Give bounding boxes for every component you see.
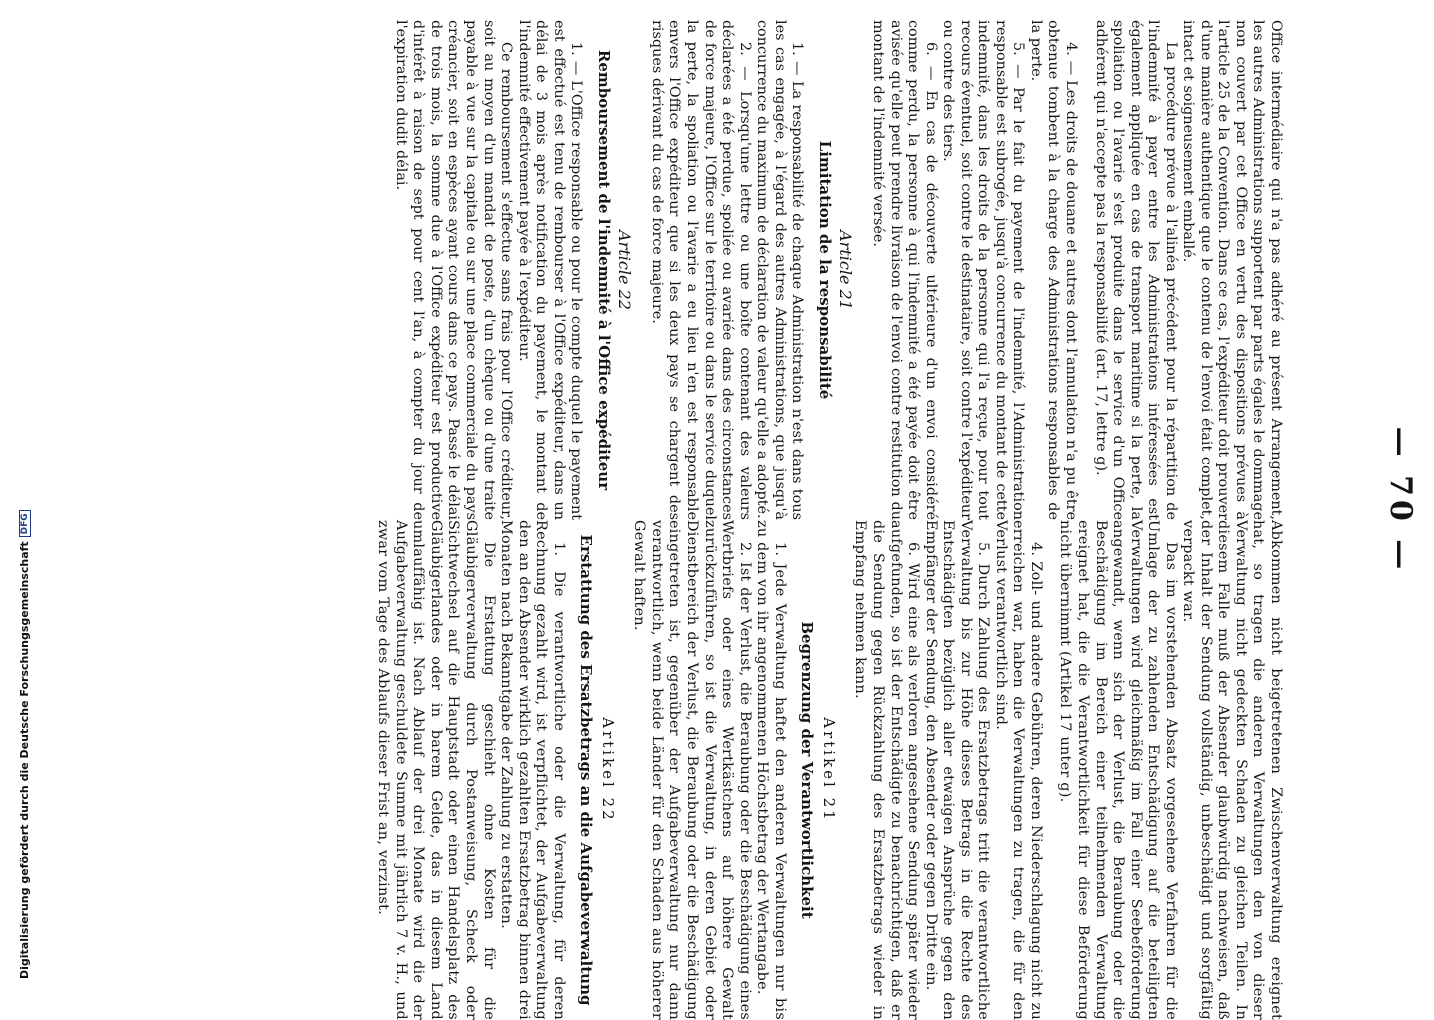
de-article-21-title: Artikel 21	[819, 717, 838, 823]
de-article-22-heading: Erstattung des Ersatzbetrags an die Aufgabeverwaltung	[577, 534, 596, 1006]
fr-paragraph-2: La procédure prévue à l'alinéa précédent pour la répartition de l'indemnité à payer entre les Administrations intéressées est également appliquée en cas de transport maritime si la perte, la spoliation ou l'avarie s'est produite dans le service d'un Office adhérent qui n'accepte pas la responsabilité (art. 17, lettre g).	[1092, 20, 1179, 520]
fr-article-22-heading: Remboursement de l'indemnité à l'Office expéditeur	[594, 49, 613, 491]
digitization-credit	[0, 0, 31, 1000]
fr-article-21-heading: Limitation de la responsabilité	[815, 140, 834, 400]
de-paragraph-1: Abkommen nicht beigetretenen Zwischenverwaltung ereignet hat, so tragen die anderen Verwaltungen den von dieser Verwaltung nicht gedeckten Schaden zu gleichen Teilen. In diesem Falle muß der Absender glaubwürdig nachweisen, daß der Inhalt der Sendung vollständig, unbeschädigt und sorgfältig verpackt war.	[1180, 520, 1284, 1020]
de-article-22-title: Artikel 22	[598, 717, 617, 823]
german-column	[374, 520, 1284, 1020]
de-paragraph-8: 1. Die verantwortliche oder die Verwaltung, für deren Rechnung gezahlt wird, ist verpflichtet, der Aufgabeverwaltung den an den Absender wirklich gezahlten Ersatzbetrag binnen drei Monaten nach Bekanntgabe der Zahlung zu erstatten.	[498, 520, 567, 1020]
fr-paragraph-1: Office intermédiaire qui n'a pas adhéré au présent Arrangement, les autres Administrations supportent par parts égales le dommage non couvert par cet Office en vertu des dispositions prévues à l'article 25 de la Convention. Dans ce cas, l'expéditeur doit prouver d'une manière authentique que le contenu de l'envoi était complet, intact et soigneusement emballé.	[1180, 20, 1284, 520]
fr-article-22-title: Article 22	[615, 230, 635, 310]
de-paragraph-2: Das im vorstehenden Absatz vorgesehene Verfahren für die Umlage der zu zahlenden Entschädigung auf die beteiligten Verwaltungen wird gleichmäßig im Fall einer Seebeförderung angewandt, wenn sich der Verlust, die Beraubung oder die Beschädigung im Bereich einer teilnehmenden Verwaltung ereignet hat, die die Verantwortlichkeit für diese Beförderung nicht übernimmt (Artikel 17 unter g).	[1057, 520, 1179, 1020]
fr-paragraph-4: 5. — Par le fait du payement de l'indemnité, l'Administration responsable est subrogée, jusqu'à concurrence du montant de cette indemnité, dans les droits de la personne qui l'a reçue, pour tout recours éventuel, soit contre le destinataire, soit contre l'expéditeur ou contre des tiers.	[940, 20, 1027, 520]
de-paragraph-4: 5. Durch Zahlung des Ersatzbetrags tritt die verantwortliche Verwaltung bis zur Höhe dieses Betrags in die Rechte des Entschädigten bezüglich aller etwaigen Ansprüche gegen den Empfänger der Sendung, den Absender oder gegen Dritte ein.	[922, 520, 992, 1020]
fr-paragraph-9: Ce remboursement s'effectue sans frais pour l'Office créditeur, soit au moyen d'un mandat de poste, d'un chèque ou d'une traite payable à vue sur la capitale ou sur une place commerciale du pays créancier, soit en espèces ayant cours dans ce pays. Passé le délai de trois mois, la somme due à l'Office expéditeur est productive d'intérêt à raison de sept pour cent l'an, à compter du jour de l'expiration dudit délai.	[392, 20, 515, 520]
fr-paragraph-6: 1. — La responsabilité de chaque Administration n'est dans tous les cas engagée, à l'égard des autres Administrations, que jusqu'à concurrence du maximum de déclaration de valeur qu'elle a adopté.	[754, 20, 806, 520]
de-paragraph-3: 4. Zoll- und andere Gebühren, deren Niederschlagung nicht zu erreichen war, haben die Verwaltungen zu tragen, die für den Verlust verantwortlich sind.	[992, 520, 1044, 1020]
fr-paragraph-8: 1. — L'Office responsable ou pour le compte duquel le payement est effectué est tenu de rembourser à l'Office expéditeur, dans un délai de 3 mois après notification du payement, le montant de l'indemnité effectivement payée à l'expéditeur.	[515, 20, 585, 520]
fr-paragraph-7: 2. — Lorsqu'une lettre ou une boîte contenant des valeurs déclarées a été perdue, spoliée ou avariée dans des circonstances de force majeure, l'Office sur le territoire ou dans le service duquel la perte, la spoliation ou l'avarie a eu lieu n'en est responsable envers l'Office expéditeur que si les deux pays se chargent des risques dérivant du cas de force majeure.	[648, 20, 753, 520]
de-paragraph-9: Die Erstattung geschieht ohne Kosten für die Gläubigerverwaltung durch Postanweisung, Scheck oder Sichtwechsel auf die Hauptstadt oder einen Handelsplatz des Gläubigerlandes oder in barem Gelde, das in diesem Land umlauffähig ist. Nach Ablauf der drei Monate wird die der Aufgabeverwaltung geschuldete Summe mit jährlich 7 v. H., und zwar vom Tage des Ablaufs dieser Frist an, verzinst.	[375, 520, 497, 1020]
fr-article-21-title: Article 21	[836, 230, 856, 310]
de-paragraph-5: 6. Wird eine als verloren angesehene Sendung später wieder aufgefunden, so ist der Entschädigte zu benachrichtigen, daß er die Sendung gegen Rückzahlung des Ersatzbetrags wieder in Empfang nehmen kann.	[852, 520, 922, 1020]
credit-text: Digitalisierung gefördert durch die Deutsche Forschungsgemeinschaft	[18, 541, 31, 979]
de-paragraph-7: 2. Ist der Verlust, die Beraubung oder die Beschädigung eines Wertbriefs oder eines Wertkästchens auf höhere Gewalt zurückzuführen, so ist die Verwaltung, in deren Gebiet oder Dienstbereich der Verlust, die Beraubung oder die Beschädigung eingetreten ist, gegenüber der Aufgabeverwaltung nur dann verantwortlich, wenn beide Länder für den Schaden aus höherer Gewalt haften.	[631, 520, 753, 1020]
page-number: — 70 —	[1383, 426, 1418, 574]
de-paragraph-6: 1. Jede Verwaltung haftet den anderen Verwaltungen nur bis zu dem von ihr angenommenen Höchstbetrag der Wertangabe.	[754, 520, 788, 1020]
french-column	[391, 20, 1284, 520]
fr-paragraph-3: 4. — Les droits de douane et autres dont l'annulation n'a pu être obtenue tombent à la charge des Administrations responsables de la perte.	[1027, 20, 1079, 520]
de-article-21-heading: Begrenzung der Verantwortlichkeit	[798, 621, 817, 919]
dfg-logo-icon: DFG	[19, 510, 31, 537]
fr-paragraph-5: 6. — En cas de découverte ultérieure d'un envoi considéré comme perdu, la personne à qui l'indemnité a été payée doit être avisée qu'elle peut prendre livraison de l'envoi contre restitution du montant de l'indemnité versée.	[869, 20, 939, 520]
